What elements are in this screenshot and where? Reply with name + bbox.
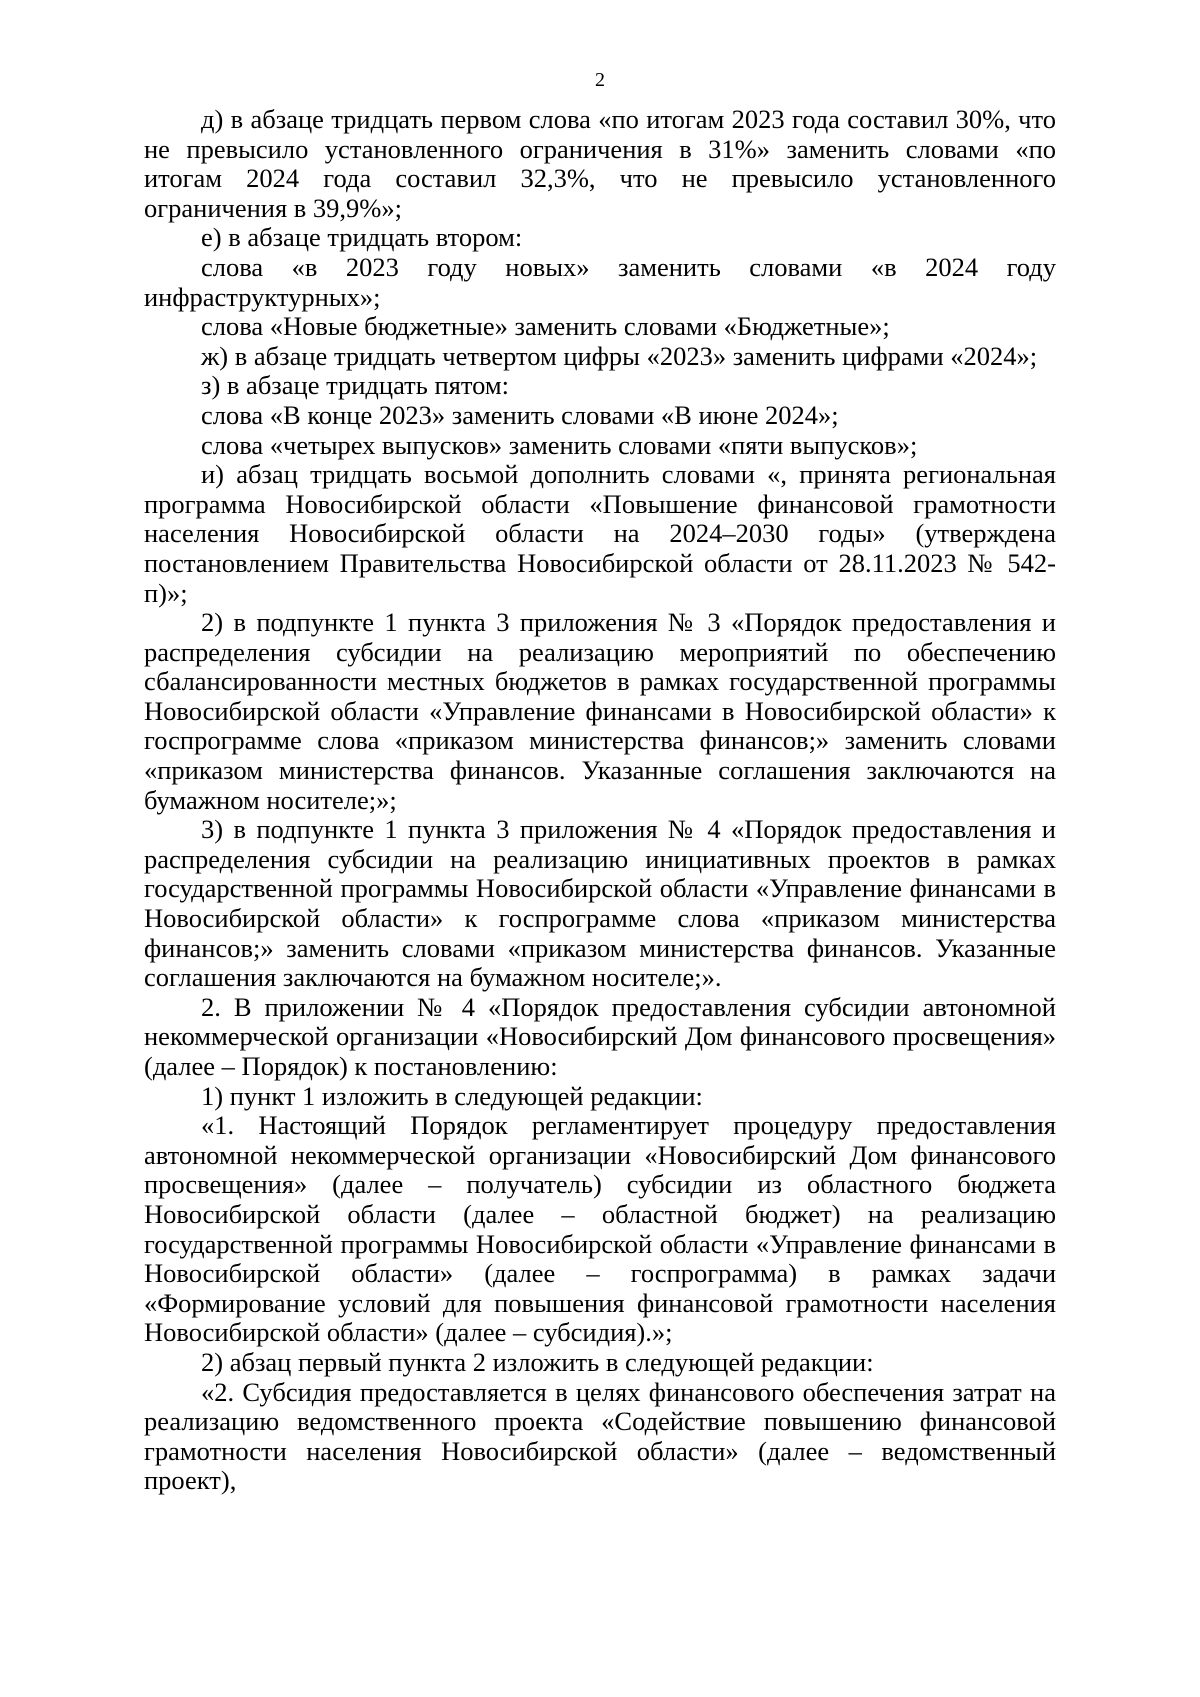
paragraph-d: д) в абзаце тридцать первом слова «по итогам 2023 года составил 30%, что не превысило установленного ограничения в 31%» заменить словами «по итогам 2024 года составил 32,3%, что не превысило установленного ограничения в 39,9%»;: [144, 104, 1056, 223]
paragraph-z-words-1: слова «В конце 2023» заменить словами «В июне 2024»;: [201, 399, 839, 430]
paragraph-z-words-2: слова «четырех выпусков» заменить словами «пяти выпусков»;: [201, 429, 918, 460]
paragraph-i: и) абзац тридцать восьмой дополнить словами «, принята региональная программа Новосибирской области «Повышение финансовой грамотности населения Новосибирской области на 2024–2030 годы» (утверждена постановлением Правительства Новосибирской области от 28.11.2023 № 542-п)»;: [144, 459, 1056, 608]
paragraph-subitem-2: 2) абзац первый пункта 2 изложить в следующей редакции:: [201, 1346, 874, 1377]
paragraph-quote-point-2: «2. Субсидия предоставляется в целях финансового обеспечения затрат на реализацию ведомственного проекта «Содействие повышению финансовой грамотности населения Новосибирской области» (далее – ведомственный проект),: [144, 1376, 1056, 1496]
paragraph-quote-point-1: «1. Настоящий Порядок регламентирует процедуру предоставления автономной некоммерческой организации «Новосибирский Дом финансового просвещения» (далее – получатель) субсидии из областного бюджета Новосибирской области (далее – областной бюджет) на реализацию государственной программы Новосибирской области «Управление финансами в Новосибирской области» (далее – госпрограмма) в рамках задачи «Формирование условий для повышения финансовой грамотности населения Новосибирской области» (далее – субсидия).»;: [144, 1110, 1056, 1348]
paragraph-section-2: 2. В приложении № 4 «Порядок предоставления субсидии автономной некоммерческой организации «Новосибирский Дом финансового просвещения» (далее – Порядок) к постановлению:: [144, 991, 1056, 1081]
paragraph-e-words-2: слова «Новые бюджетные» заменить словами «Бюджетные»;: [201, 311, 890, 342]
paragraph-zh: ж) в абзаце тридцать четвертом цифры «2023» заменить цифрами «2024»;: [201, 340, 1038, 371]
paragraph-subitem-1: 1) пункт 1 изложить в следующей редакции:: [201, 1080, 703, 1111]
paragraph-z: з) в абзаце тридцать пятом:: [201, 370, 509, 401]
document-body: [144, 105, 1056, 1496]
page-number: 2: [595, 69, 605, 91]
paragraph-e: е) в абзаце тридцать втором:: [201, 222, 523, 253]
paragraph-item-2: 2) в подпункте 1 пункта 3 приложения № 3 «Порядок предоставления и распределения субсидии на реализацию мероприятий по обеспечению сбалансированности местных бюджетов в рамках государственной программы Новосибирской области «Управление финансами в Новосибирской области» к госпрограмме слова «приказом министерства финансов;» заменить словами «приказом министерства финансов. Указанные соглашения заключаются на бумажном носителе;»;: [144, 607, 1056, 815]
paragraph-item-3: 3) в подпункте 1 пункта 3 приложения № 4 «Порядок предоставления и распределения субсидии на реализацию инициативных проектов в рамках государственной программы Новосибирской области «Управление финансами в Новосибирской области» к госпрограмме слова «приказом министерства финансов;» заменить словами «приказом министерства финансов. Указанные соглашения заключаются на бумажном носителе;».: [144, 814, 1056, 993]
paragraph-e-words-1: слова «в 2023 году новых» заменить словами «в 2024 году инфраструктурных»;: [144, 251, 1056, 312]
